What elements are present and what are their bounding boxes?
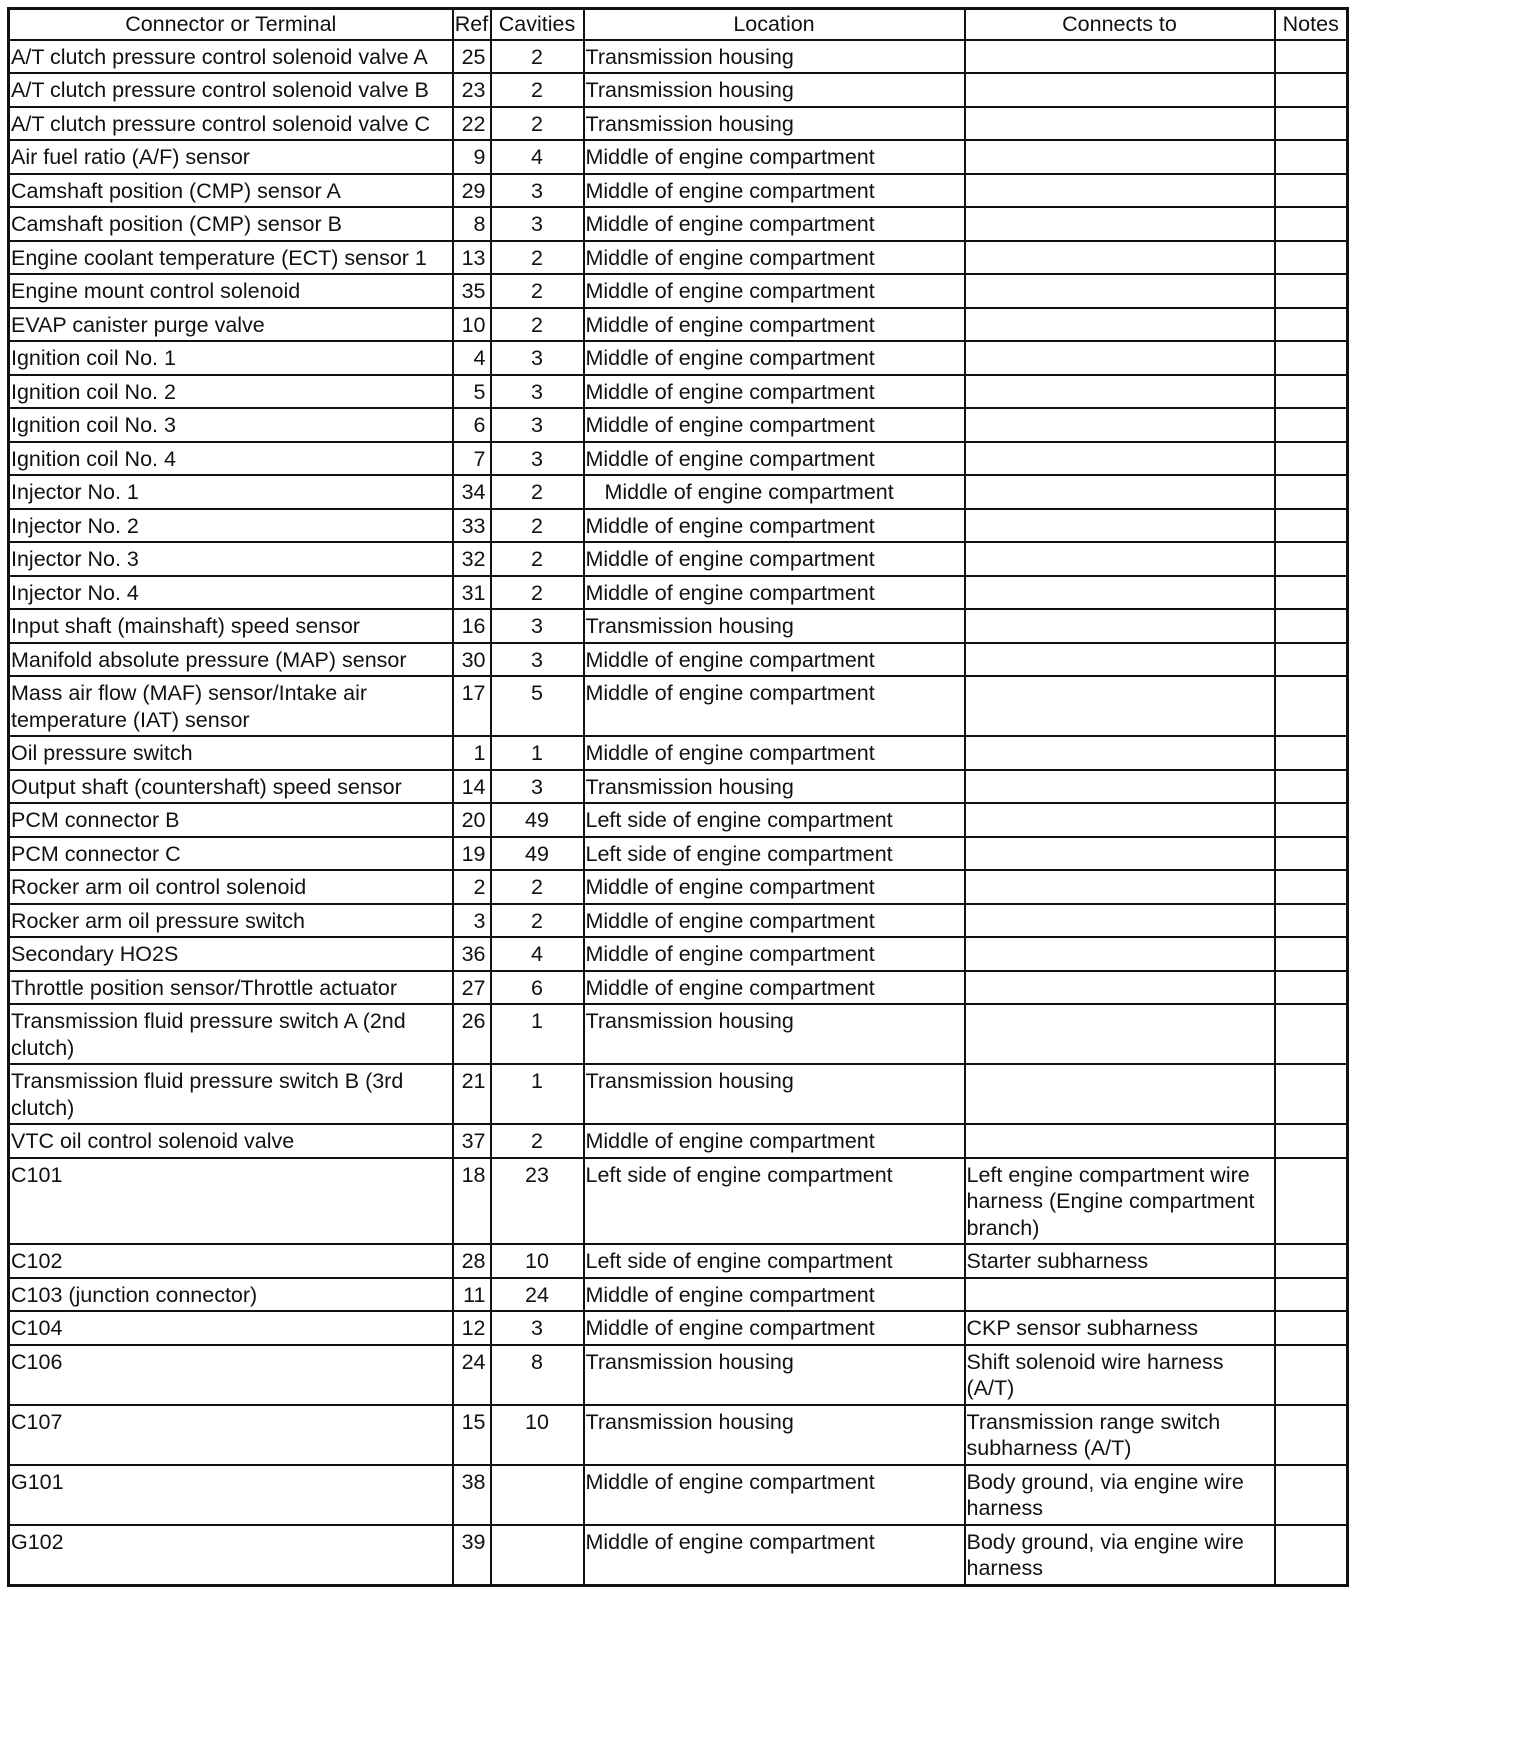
header-row — [9, 9, 1348, 40]
cell-connector: Secondary HO2S — [9, 937, 453, 971]
cell-connects-to — [965, 140, 1275, 174]
cell-notes — [1275, 576, 1348, 610]
cell-connector: Injector No. 2 — [9, 509, 453, 543]
cell-cavities: 3 — [491, 1311, 584, 1345]
cell-ref: 2 — [453, 870, 491, 904]
cell-location: Transmission housing — [584, 1064, 965, 1124]
cell-cavities: 3 — [491, 207, 584, 241]
cell-notes — [1275, 475, 1348, 509]
cell-connects-to: CKP sensor subharness — [965, 1311, 1275, 1345]
cell-cavities: 10 — [491, 1244, 584, 1278]
cell-connector: C107 — [9, 1405, 453, 1465]
cell-cavities: 2 — [491, 241, 584, 275]
cell-cavities: 2 — [491, 475, 584, 509]
cell-ref: 6 — [453, 408, 491, 442]
cell-connector: Transmission fluid pressure switch A (2nd clutch) — [9, 1004, 453, 1064]
cell-cavities: 3 — [491, 442, 584, 476]
cell-ref: 3 — [453, 904, 491, 938]
cell-cavities: 10 — [491, 1405, 584, 1465]
cell-connector: Transmission fluid pressure switch B (3rd clutch) — [9, 1064, 453, 1124]
cell-connector: Output shaft (countershaft) speed sensor — [9, 770, 453, 804]
cell-ref: 13 — [453, 241, 491, 275]
cell-ref: 22 — [453, 107, 491, 141]
cell-cavities: 2 — [491, 870, 584, 904]
cell-cavities: 3 — [491, 174, 584, 208]
cell-ref: 36 — [453, 937, 491, 971]
cell-location: Middle of engine compartment — [584, 241, 965, 275]
cell-notes — [1275, 1465, 1348, 1525]
connector-table-sheet — [7, 7, 1349, 1587]
cell-cavities: 2 — [491, 274, 584, 308]
cell-connector: PCM connector C — [9, 837, 453, 871]
header-cavities: Cavities — [491, 9, 584, 40]
cell-location: Middle of engine compartment — [584, 904, 965, 938]
cell-connects-to — [965, 308, 1275, 342]
header-notes: Notes — [1275, 9, 1348, 40]
cell-location: Middle of engine compartment — [584, 274, 965, 308]
cell-notes — [1275, 904, 1348, 938]
table-row — [9, 207, 1348, 241]
cell-notes — [1275, 937, 1348, 971]
table-row — [9, 1311, 1348, 1345]
cell-connector: Injector No. 1 — [9, 475, 453, 509]
cell-notes — [1275, 207, 1348, 241]
cell-ref: 16 — [453, 609, 491, 643]
cell-notes — [1275, 1405, 1348, 1465]
cell-cavities: 3 — [491, 643, 584, 677]
cell-cavities: 2 — [491, 576, 584, 610]
cell-connector: C104 — [9, 1311, 453, 1345]
cell-connector: C106 — [9, 1345, 453, 1405]
cell-notes — [1275, 770, 1348, 804]
cell-connects-to — [965, 241, 1275, 275]
cell-location: Middle of engine compartment — [584, 509, 965, 543]
cell-connects-to — [965, 341, 1275, 375]
cell-ref: 12 — [453, 1311, 491, 1345]
table-row — [9, 676, 1348, 736]
cell-cavities: 6 — [491, 971, 584, 1005]
cell-connects-to — [965, 73, 1275, 107]
cell-connects-to — [965, 736, 1275, 770]
table-row — [9, 542, 1348, 576]
cell-connects-to — [965, 442, 1275, 476]
cell-notes — [1275, 241, 1348, 275]
cell-cavities: 2 — [491, 308, 584, 342]
cell-notes — [1275, 1004, 1348, 1064]
cell-location: Transmission housing — [584, 770, 965, 804]
cell-connects-to — [965, 643, 1275, 677]
cell-ref: 21 — [453, 1064, 491, 1124]
table-row — [9, 408, 1348, 442]
table-row — [9, 937, 1348, 971]
cell-notes — [1275, 408, 1348, 442]
cell-ref: 32 — [453, 542, 491, 576]
cell-location: Transmission housing — [584, 1004, 965, 1064]
cell-cavities: 3 — [491, 408, 584, 442]
cell-ref: 19 — [453, 837, 491, 871]
cell-location: Transmission housing — [584, 107, 965, 141]
header-connects-to: Connects to — [965, 9, 1275, 40]
cell-ref: 15 — [453, 1405, 491, 1465]
cell-connects-to — [965, 1278, 1275, 1312]
cell-connector: Camshaft position (CMP) sensor B — [9, 207, 453, 241]
cell-connects-to — [965, 904, 1275, 938]
cell-ref: 38 — [453, 1465, 491, 1525]
cell-ref: 14 — [453, 770, 491, 804]
cell-notes — [1275, 308, 1348, 342]
cell-connector: Rocker arm oil control solenoid — [9, 870, 453, 904]
cell-ref: 8 — [453, 207, 491, 241]
table-body — [9, 40, 1348, 1586]
cell-connector: Throttle position sensor/Throttle actuator — [9, 971, 453, 1005]
cell-cavities: 2 — [491, 509, 584, 543]
cell-connects-to — [965, 576, 1275, 610]
table-row — [9, 736, 1348, 770]
table-row — [9, 1525, 1348, 1586]
cell-connects-to: Shift solenoid wire harness (A/T) — [965, 1345, 1275, 1405]
table-row — [9, 1405, 1348, 1465]
cell-notes — [1275, 274, 1348, 308]
cell-connects-to — [965, 274, 1275, 308]
table-row — [9, 442, 1348, 476]
table-row — [9, 1124, 1348, 1158]
cell-connects-to — [965, 174, 1275, 208]
cell-notes — [1275, 107, 1348, 141]
table-row — [9, 274, 1348, 308]
cell-connects-to: Left engine compartment wire harness (Engine compartment branch) — [965, 1158, 1275, 1245]
table-row — [9, 73, 1348, 107]
cell-connects-to — [965, 1004, 1275, 1064]
cell-connects-to: Transmission range switch subharness (A/T) — [965, 1405, 1275, 1465]
cell-cavities: 3 — [491, 341, 584, 375]
cell-connector: Manifold absolute pressure (MAP) sensor — [9, 643, 453, 677]
cell-connector: Ignition coil No. 4 — [9, 442, 453, 476]
cell-ref: 39 — [453, 1525, 491, 1586]
cell-location: Middle of engine compartment — [584, 207, 965, 241]
header-location: Location — [584, 9, 965, 40]
cell-connects-to — [965, 971, 1275, 1005]
cell-location: Middle of engine compartment — [584, 676, 965, 736]
table-row — [9, 341, 1348, 375]
cell-location: Transmission housing — [584, 73, 965, 107]
cell-connects-to — [965, 770, 1275, 804]
table-row — [9, 870, 1348, 904]
cell-connects-to — [965, 40, 1275, 74]
table-row — [9, 803, 1348, 837]
cell-location: Left side of engine compartment — [584, 1158, 965, 1245]
cell-cavities: 49 — [491, 837, 584, 871]
cell-notes — [1275, 1345, 1348, 1405]
cell-connector: C101 — [9, 1158, 453, 1245]
cell-notes — [1275, 40, 1348, 74]
cell-ref: 7 — [453, 442, 491, 476]
cell-connector: G102 — [9, 1525, 453, 1586]
cell-connector: A/T clutch pressure control solenoid valve A — [9, 40, 453, 74]
cell-connector: Engine coolant temperature (ECT) sensor 1 — [9, 241, 453, 275]
cell-notes — [1275, 676, 1348, 736]
cell-cavities: 8 — [491, 1345, 584, 1405]
table-row — [9, 1244, 1348, 1278]
cell-ref: 1 — [453, 736, 491, 770]
cell-cavities: 5 — [491, 676, 584, 736]
cell-connects-to: Starter subharness — [965, 1244, 1275, 1278]
cell-notes — [1275, 1158, 1348, 1245]
cell-notes — [1275, 870, 1348, 904]
cell-location: Middle of engine compartment — [584, 442, 965, 476]
cell-notes — [1275, 140, 1348, 174]
cell-connector: Oil pressure switch — [9, 736, 453, 770]
cell-connects-to — [965, 609, 1275, 643]
table-row — [9, 475, 1348, 509]
table-row — [9, 904, 1348, 938]
cell-ref: 17 — [453, 676, 491, 736]
cell-connects-to — [965, 107, 1275, 141]
cell-connects-to — [965, 542, 1275, 576]
cell-location: Middle of engine compartment — [584, 1278, 965, 1312]
cell-notes — [1275, 803, 1348, 837]
cell-location: Middle of engine compartment — [584, 576, 965, 610]
cell-location: Middle of engine compartment — [584, 971, 965, 1005]
cell-ref: 27 — [453, 971, 491, 1005]
cell-location: Left side of engine compartment — [584, 1244, 965, 1278]
table-row — [9, 971, 1348, 1005]
table-row — [9, 174, 1348, 208]
cell-ref: 25 — [453, 40, 491, 74]
cell-notes — [1275, 442, 1348, 476]
cell-location: Middle of engine compartment — [584, 1124, 965, 1158]
cell-connector: C102 — [9, 1244, 453, 1278]
table-row — [9, 509, 1348, 543]
cell-connector: Injector No. 3 — [9, 542, 453, 576]
cell-ref: 31 — [453, 576, 491, 610]
cell-ref: 30 — [453, 643, 491, 677]
cell-notes — [1275, 542, 1348, 576]
cell-connects-to — [965, 1064, 1275, 1124]
cell-ref: 28 — [453, 1244, 491, 1278]
table-row — [9, 643, 1348, 677]
cell-cavities: 49 — [491, 803, 584, 837]
cell-location: Middle of engine compartment — [584, 408, 965, 442]
cell-cavities: 3 — [491, 375, 584, 409]
cell-connector: Rocker arm oil pressure switch — [9, 904, 453, 938]
cell-ref: 35 — [453, 274, 491, 308]
cell-connector: VTC oil control solenoid valve — [9, 1124, 453, 1158]
table-row — [9, 770, 1348, 804]
table-row — [9, 1345, 1348, 1405]
cell-connector: Mass air flow (MAF) sensor/Intake air temperature (IAT) sensor — [9, 676, 453, 736]
cell-cavities — [491, 1525, 584, 1586]
cell-cavities: 2 — [491, 542, 584, 576]
cell-notes — [1275, 73, 1348, 107]
cell-connects-to — [965, 1124, 1275, 1158]
cell-connector: Ignition coil No. 2 — [9, 375, 453, 409]
cell-ref: 34 — [453, 475, 491, 509]
table-row — [9, 576, 1348, 610]
cell-location: Transmission housing — [584, 1345, 965, 1405]
cell-location: Middle of engine compartment — [584, 937, 965, 971]
cell-notes — [1275, 1311, 1348, 1345]
cell-notes — [1275, 1244, 1348, 1278]
cell-cavities: 4 — [491, 937, 584, 971]
cell-cavities: 24 — [491, 1278, 584, 1312]
cell-cavities: 3 — [491, 609, 584, 643]
cell-notes — [1275, 643, 1348, 677]
cell-location: Left side of engine compartment — [584, 803, 965, 837]
cell-connector: Input shaft (mainshaft) speed sensor — [9, 609, 453, 643]
cell-ref: 29 — [453, 174, 491, 208]
cell-location: Left side of engine compartment — [584, 837, 965, 871]
table-row — [9, 40, 1348, 74]
table-row — [9, 308, 1348, 342]
table-row — [9, 375, 1348, 409]
cell-location: Middle of engine compartment — [584, 1465, 965, 1525]
cell-notes — [1275, 174, 1348, 208]
cell-location: Transmission housing — [584, 1405, 965, 1465]
cell-notes — [1275, 1064, 1348, 1124]
cell-connects-to — [965, 676, 1275, 736]
cell-connects-to — [965, 937, 1275, 971]
cell-location: Middle of engine compartment — [584, 475, 965, 509]
table-row — [9, 1064, 1348, 1124]
cell-connector: C103 (junction connector) — [9, 1278, 453, 1312]
cell-ref: 5 — [453, 375, 491, 409]
cell-cavities: 2 — [491, 73, 584, 107]
cell-cavities — [491, 1465, 584, 1525]
cell-cavities: 3 — [491, 770, 584, 804]
cell-connects-to: Body ground, via engine wire harness — [965, 1525, 1275, 1586]
cell-connector: A/T clutch pressure control solenoid valve C — [9, 107, 453, 141]
cell-cavities: 2 — [491, 1124, 584, 1158]
cell-connector: PCM connector B — [9, 803, 453, 837]
cell-connects-to — [965, 207, 1275, 241]
cell-connects-to — [965, 509, 1275, 543]
cell-ref: 11 — [453, 1278, 491, 1312]
cell-connects-to — [965, 375, 1275, 409]
cell-connects-to — [965, 870, 1275, 904]
cell-location: Middle of engine compartment — [584, 1525, 965, 1586]
cell-location: Middle of engine compartment — [584, 308, 965, 342]
cell-location: Middle of engine compartment — [584, 870, 965, 904]
cell-connector: G101 — [9, 1465, 453, 1525]
cell-location: Middle of engine compartment — [584, 643, 965, 677]
table-row — [9, 609, 1348, 643]
cell-connector: Camshaft position (CMP) sensor A — [9, 174, 453, 208]
table-row — [9, 1004, 1348, 1064]
cell-cavities: 2 — [491, 107, 584, 141]
cell-location: Transmission housing — [584, 40, 965, 74]
cell-ref: 24 — [453, 1345, 491, 1405]
cell-connects-to — [965, 408, 1275, 442]
cell-ref: 26 — [453, 1004, 491, 1064]
cell-connects-to — [965, 475, 1275, 509]
cell-notes — [1275, 971, 1348, 1005]
cell-connector: EVAP canister purge valve — [9, 308, 453, 342]
cell-ref: 33 — [453, 509, 491, 543]
cell-connector: Ignition coil No. 1 — [9, 341, 453, 375]
table-row — [9, 1278, 1348, 1312]
cell-connector: Injector No. 4 — [9, 576, 453, 610]
cell-ref: 4 — [453, 341, 491, 375]
cell-ref: 9 — [453, 140, 491, 174]
cell-ref: 23 — [453, 73, 491, 107]
cell-connector: Air fuel ratio (A/F) sensor — [9, 140, 453, 174]
cell-notes — [1275, 375, 1348, 409]
cell-notes — [1275, 1525, 1348, 1586]
header-connector: Connector or Terminal — [9, 9, 453, 40]
cell-notes — [1275, 1124, 1348, 1158]
cell-location: Middle of engine compartment — [584, 542, 965, 576]
cell-location: Middle of engine compartment — [584, 174, 965, 208]
cell-connector: Engine mount control solenoid — [9, 274, 453, 308]
cell-ref: 10 — [453, 308, 491, 342]
cell-location: Middle of engine compartment — [584, 736, 965, 770]
cell-location: Middle of engine compartment — [584, 1311, 965, 1345]
cell-notes — [1275, 837, 1348, 871]
table-row — [9, 107, 1348, 141]
cell-location: Transmission housing — [584, 609, 965, 643]
cell-notes — [1275, 609, 1348, 643]
cell-location: Middle of engine compartment — [584, 375, 965, 409]
cell-ref: 18 — [453, 1158, 491, 1245]
cell-notes — [1275, 509, 1348, 543]
header-ref: Ref — [453, 9, 491, 40]
cell-location: Middle of engine compartment — [584, 140, 965, 174]
cell-cavities: 1 — [491, 1004, 584, 1064]
cell-cavities: 23 — [491, 1158, 584, 1245]
cell-connector: A/T clutch pressure control solenoid valve B — [9, 73, 453, 107]
cell-ref: 20 — [453, 803, 491, 837]
cell-location: Middle of engine compartment — [584, 341, 965, 375]
cell-connects-to — [965, 803, 1275, 837]
connector-table — [7, 7, 1349, 1587]
table-row — [9, 1465, 1348, 1525]
cell-cavities: 2 — [491, 904, 584, 938]
cell-cavities: 1 — [491, 736, 584, 770]
cell-cavities: 2 — [491, 40, 584, 74]
cell-notes — [1275, 341, 1348, 375]
cell-ref: 37 — [453, 1124, 491, 1158]
table-row — [9, 837, 1348, 871]
table-row — [9, 1158, 1348, 1245]
cell-cavities: 1 — [491, 1064, 584, 1124]
cell-cavities: 4 — [491, 140, 584, 174]
cell-connects-to: Body ground, via engine wire harness — [965, 1465, 1275, 1525]
cell-connects-to — [965, 837, 1275, 871]
table-row — [9, 140, 1348, 174]
cell-notes — [1275, 1278, 1348, 1312]
cell-notes — [1275, 736, 1348, 770]
cell-connector: Ignition coil No. 3 — [9, 408, 453, 442]
table-row — [9, 241, 1348, 275]
